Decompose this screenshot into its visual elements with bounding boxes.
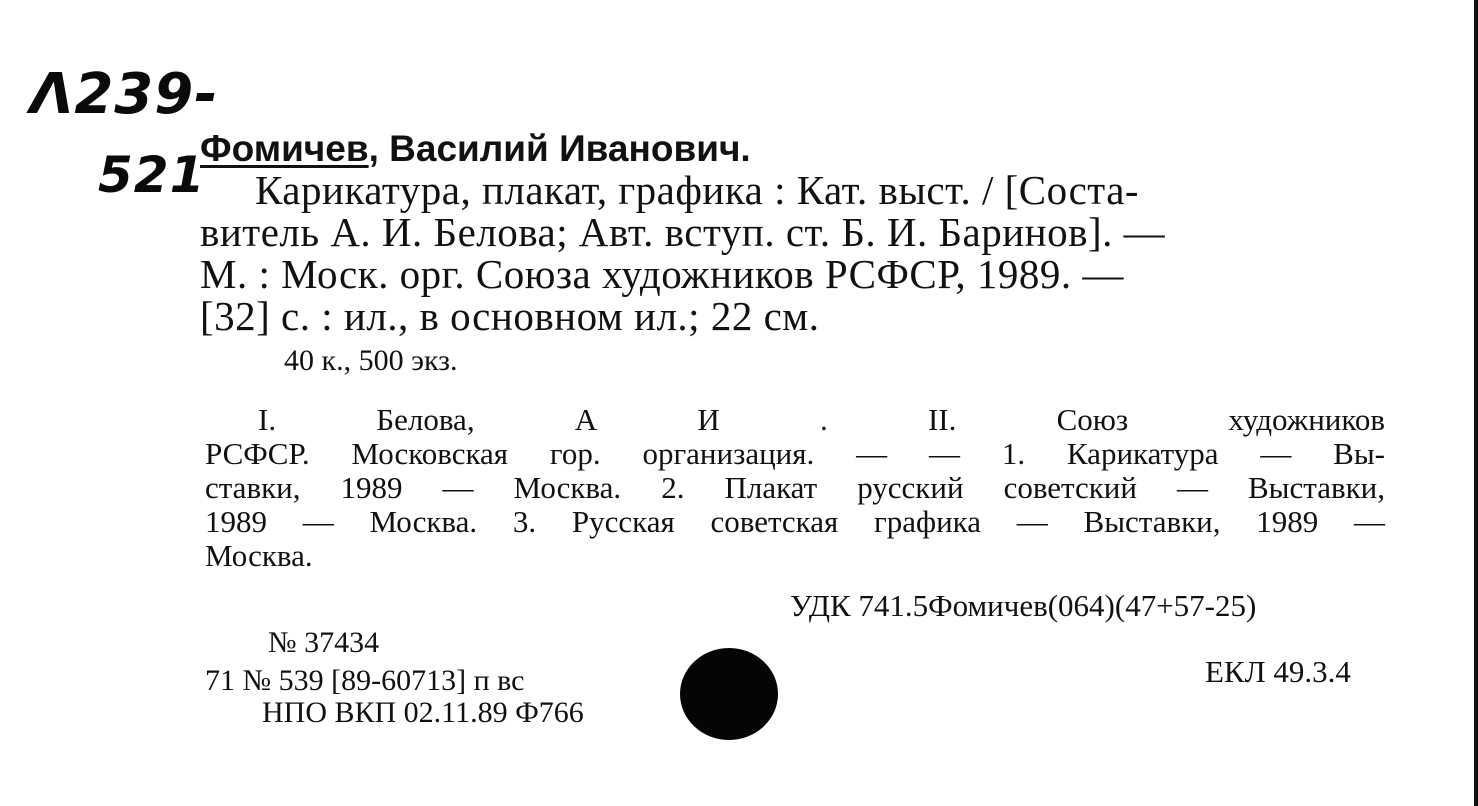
title-line-4: [32] с. : ил., в основном ил.; 22 см. [200,293,820,339]
publisher-imprint: НПО ВКП 02.11.89 Ф766 [262,696,584,729]
subject-line-2: РСФСР. Московская гор. организация. — — 1. Карикатура — Вы- [205,436,1385,471]
title-line-3: М. : Моск. орг. Союза художников РСФСР, 1989. — [200,251,1124,297]
title-line-2: витель А. И. Белова; Авт. вступ. ст. Б. И. Баринов]. — [200,209,1166,255]
author-surname: Фомичев [200,128,369,169]
card-number: № 37434 [268,626,380,659]
subject-line-1: I. Белова, А И . II. Союз художников [258,402,1385,437]
title-line-1: Карикатура, плакат, графика : Кат. выст. / [Соста- [255,167,1140,213]
udk-code: УДК 741.5Фомичев(064)(47+57-25) [790,588,1257,623]
price-circulation: 40 к., 500 экз. [284,344,458,377]
subject-line-4: 1989 — Москва. 3. Русская советская графика — Выставки, 1989 — [205,504,1385,539]
subject-line-3: ставки, 1989 — Москва. 2. Плакат русский советский — Выставки, [205,470,1385,505]
ekl-code: ЕКЛ 49.3.4 [1205,654,1351,689]
card-edge [1474,0,1478,806]
order-number: 71 № 539 [89-60713] п вс [205,664,525,697]
handwritten-shelfmark-line2: 521 [98,146,206,204]
punch-hole [680,648,778,740]
handwritten-shelfmark-line1: Λ239- [30,62,219,127]
author-heading [200,128,751,170]
author-name: , Василий Иванович. [368,128,751,169]
subject-line-5: Москва. [205,538,313,573]
